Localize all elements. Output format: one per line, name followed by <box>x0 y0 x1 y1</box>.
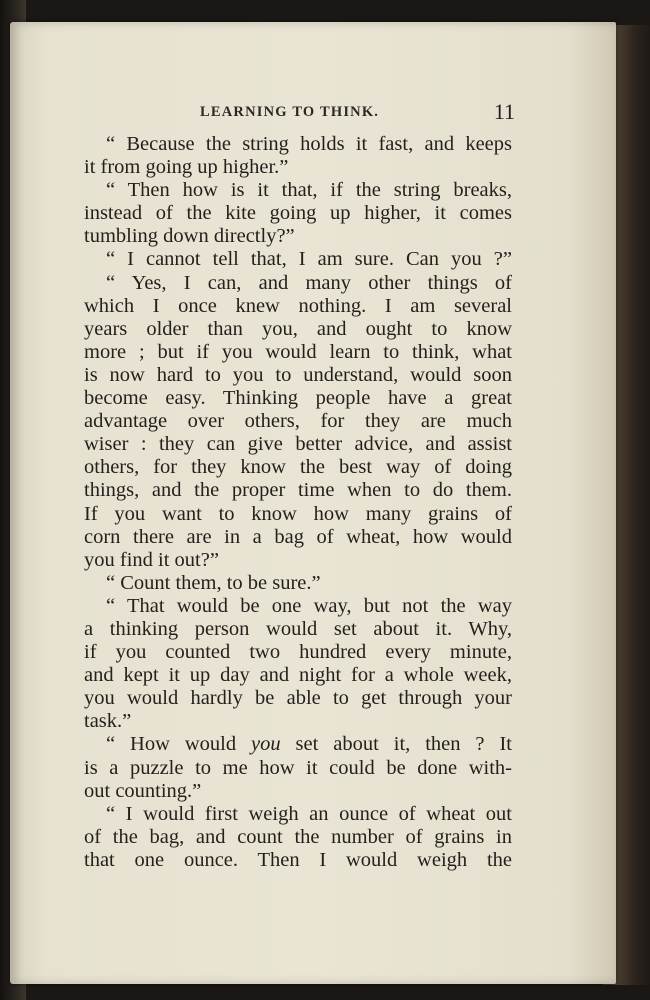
text-line: and kept it up day and night for a whole week, <box>84 664 512 687</box>
text-line: more ; but if you would learn to think, what <box>84 340 512 363</box>
text-line: task.” <box>84 710 132 733</box>
text-line: which I once knew nothing. I am several <box>84 294 512 317</box>
text-line: If you want to know how many grains of <box>84 502 512 525</box>
text-line: “ Count them, to be sure.” <box>106 571 321 594</box>
text-line: if you counted two hundred every minute, <box>84 641 512 664</box>
text-line: of the bag, and count the number of grains in <box>84 825 512 848</box>
page-header <box>200 99 515 128</box>
emphasis: you <box>251 733 281 756</box>
text-line: a thinking person would set about it. Why, <box>84 617 512 640</box>
text-line: it from going up higher.” <box>84 156 289 179</box>
text-line: become easy. Thinking people have a great <box>84 387 512 410</box>
text-line: “ Because the string holds it fast, and keeps <box>106 133 512 155</box>
text-line: you would hardly be able to get through your <box>84 687 512 710</box>
body-text <box>84 133 512 872</box>
text-line: things, and the proper time when to do them. <box>84 479 512 502</box>
text-line: “ Then how is it that, if the string breaks, <box>106 179 512 202</box>
text-line: that one ounce. Then I would weigh the <box>84 848 512 871</box>
page-number: 11 <box>493 99 515 124</box>
text-line: “ I cannot tell that, I am sure. Can you ?” <box>106 248 512 271</box>
text-line: is now hard to you to understand, would soon <box>84 363 512 386</box>
text-line: “ I would first weigh an ounce of wheat out <box>106 802 512 825</box>
text-line: corn there are in a bag of wheat, how would <box>84 525 512 548</box>
text-line: is a puzzle to me how it could be done with- <box>84 756 512 779</box>
text-line: wiser : they can give better advice, and assist <box>84 433 512 456</box>
text-line: “ How would you set about it, then ? It <box>106 733 512 756</box>
text-line: “ That would be one way, but not the way <box>106 594 512 617</box>
text-line: you find it out?” <box>84 548 219 571</box>
text-line: advantage over others, for they are much <box>84 410 512 433</box>
text-line: instead of the kite going up higher, it comes <box>84 202 512 225</box>
text-line: years older than you, and ought to know <box>84 317 512 340</box>
text-line: tumbling down directly?” <box>84 225 295 248</box>
text-line: others, for they know the best way of doing <box>84 456 512 479</box>
text-line: “ Yes, I can, and many other things of <box>106 271 512 294</box>
text-line: out counting.” <box>84 779 202 802</box>
running-title: LEARNING TO THINK. <box>200 104 380 120</box>
